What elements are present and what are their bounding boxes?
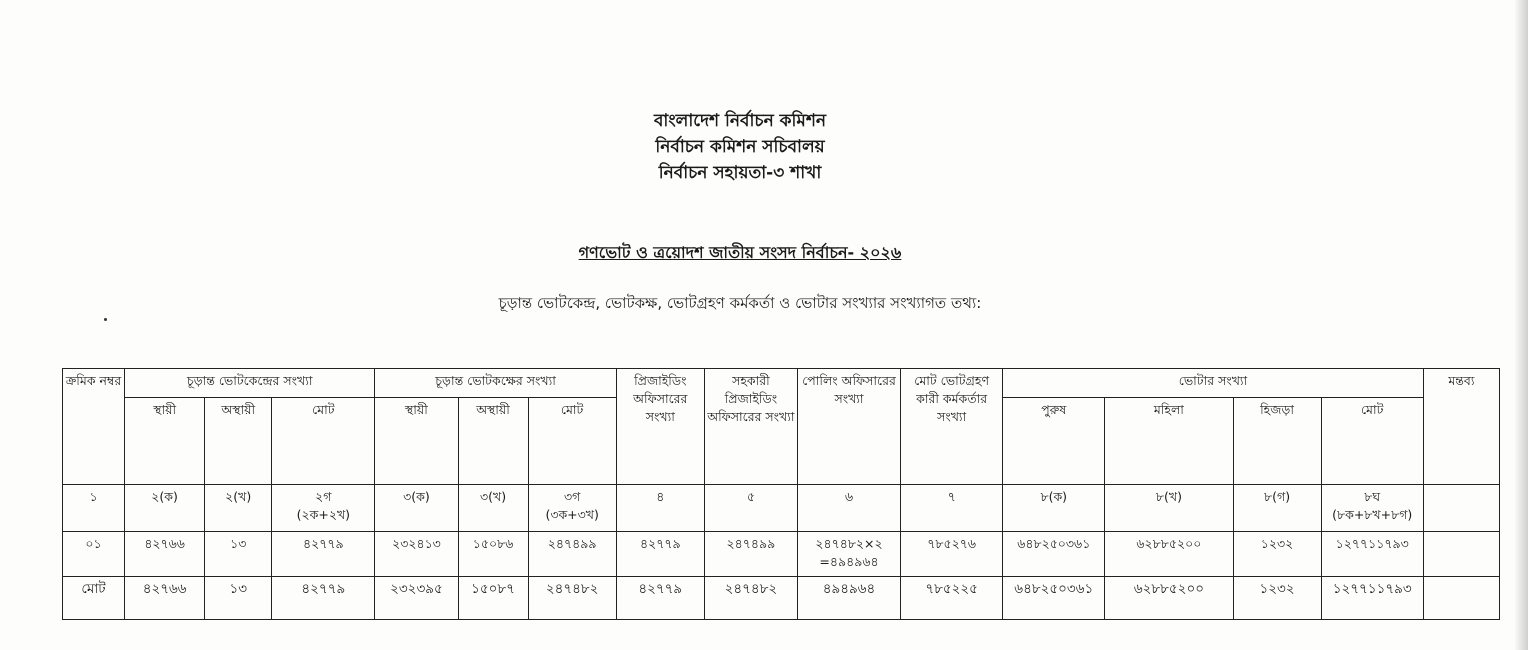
colnum-7-label: ৩গ	[563, 489, 581, 504]
branch-name: নির্বাচন সহায়তা-৩ শাখা	[658, 163, 822, 183]
header-booths-total: মোট	[528, 398, 616, 485]
document-header	[0, 108, 1480, 186]
header-serial: ক্রমিক নম্বর	[63, 369, 125, 485]
colnum-2: ২(ক)	[125, 485, 205, 532]
cell-voters-total: ১২৭৭১১৭৯৩	[1321, 532, 1423, 577]
header-centers-temporary: অস্থায়ী	[205, 398, 272, 485]
colnum-4-label: ২গ	[315, 489, 332, 504]
total-label: মোট	[63, 577, 125, 620]
colnum-12: ৮(ক)	[1003, 485, 1105, 532]
colnum-1: ১	[63, 485, 125, 532]
total-booths-temporary: ১৫০৮৭	[458, 577, 528, 620]
cell-polling	[797, 532, 900, 577]
total-booths-total: ২৪৭৪৮২	[528, 577, 616, 620]
colnum-4	[272, 485, 375, 532]
colnum-16	[1423, 485, 1499, 532]
cell-serial: ০১	[63, 532, 125, 577]
header-male: পুরুষ	[1003, 398, 1105, 485]
total-total-officers: ৭৮৫২২৫	[901, 577, 1003, 620]
header-asst-presiding: সহকারী প্রিজাইডিং অফিসারের সংখ্যা	[704, 369, 797, 485]
title-text: গণভোট ও ত্রয়োদশ জাতীয় সংসদ নির্বাচন- ২০২৬	[578, 243, 902, 262]
document-subtitle: চূড়ান্ত ভোটকেন্দ্র, ভোটকক্ষ, ভোটগ্রহণ কর্মকর্তা ও ভোটার সংখ্যার সংখ্যাগত তথ্য:	[498, 294, 982, 312]
total-centers-temporary: ১৩	[205, 577, 272, 620]
statistics-table	[62, 368, 1500, 620]
cell-polling-formula: ২৪৭৪৮২×২	[815, 536, 883, 551]
colnum-9: ৫	[704, 485, 797, 532]
colnum-5: ৩(ক)	[375, 485, 458, 532]
header-row-1	[63, 369, 1500, 398]
colnum-7	[528, 485, 616, 532]
header-polling: পোলিং অফিসারের সংখ্যা	[797, 369, 900, 485]
colnum-15	[1321, 485, 1423, 532]
cell-centers-temporary: ১৩	[205, 532, 272, 577]
header-centers-total: মোট	[272, 398, 375, 485]
total-booths-permanent: ২৩২৩৯৫	[375, 577, 458, 620]
cell-presiding: ৪২৭৭৯	[616, 532, 704, 577]
colnum-7-formula: (৩ক+৩খ)	[545, 507, 599, 522]
table-row	[63, 532, 1500, 577]
org-name: বাংলাদেশ নির্বাচন কমিশন	[653, 111, 827, 131]
colnum-13: ৮(খ)	[1105, 485, 1233, 532]
colnum-14: ৮(গ)	[1233, 485, 1321, 532]
cell-centers-permanent: ৪২৭৬৬	[125, 532, 205, 577]
header-booths: চূড়ান্ত ভোটকক্ষের সংখ্যা	[375, 369, 616, 398]
cell-asst-presiding: ২৪৭৪৯৯	[704, 532, 797, 577]
cell-remarks	[1423, 532, 1499, 577]
cell-male: ৬৪৮২৫০৩৬১	[1003, 532, 1105, 577]
page-edge-shadow	[1514, 0, 1528, 650]
colnum-3: ২(খ)	[205, 485, 272, 532]
header-total-officers: মোট ভোটগ্রহণ কারী কর্মকর্তার সংখ্যা	[901, 369, 1003, 485]
colnum-6: ৩(খ)	[458, 485, 528, 532]
total-hijra: ১২৩২	[1233, 577, 1321, 620]
total-row	[63, 577, 1500, 620]
column-number-row	[63, 485, 1500, 532]
colnum-15-label: ৮ঘ	[1364, 489, 1381, 504]
colnum-15-formula: (৮ক+৮খ+৮গ)	[1332, 507, 1413, 522]
header-booths-permanent: স্থায়ী	[375, 398, 458, 485]
cell-centers-total: ৪২৭৭৯	[272, 532, 375, 577]
cell-booths-total: ২৪৭৪৯৯	[528, 532, 616, 577]
cell-female: ৬২৮৮৫২০০	[1105, 532, 1233, 577]
header-centers: চূড়ান্ত ভোটকেন্দ্রের সংখ্যা	[125, 369, 375, 398]
colnum-11: ৭	[901, 485, 1003, 532]
total-asst-presiding: ২৪৭৪৮২	[704, 577, 797, 620]
header-voters: ভোটার সংখ্যা	[1003, 369, 1424, 398]
colnum-10: ৬	[797, 485, 900, 532]
colnum-8: ৪	[616, 485, 704, 532]
total-male: ৬৪৮২৫০৩৬১	[1003, 577, 1105, 620]
cell-total-officers: ৭৮৫২৭৬	[901, 532, 1003, 577]
header-voters-total: মোট	[1321, 398, 1423, 485]
total-voters-total: ১২৭৭১১৭৯৩	[1321, 577, 1423, 620]
cell-polling-result: =৪৯৪৯৬৪	[819, 554, 879, 569]
secretariat-name: নির্বাচন কমিশন সচিবালয়	[655, 137, 825, 157]
document-title	[0, 240, 1480, 267]
header-presiding: প্রিজাইডিং অফিসারের সংখ্যা	[616, 369, 704, 485]
total-centers-total: ৪২৭৭৯	[272, 577, 375, 620]
header-booths-temporary: অস্থায়ী	[458, 398, 528, 485]
total-remarks	[1423, 577, 1499, 620]
stray-dot	[104, 318, 107, 321]
total-centers-permanent: ৪২৭৬৬	[125, 577, 205, 620]
total-presiding: ৪২৭৭৯	[616, 577, 704, 620]
cell-hijra: ১২৩২	[1233, 532, 1321, 577]
header-hijra: হিজড়া	[1233, 398, 1321, 485]
header-centers-permanent: স্থায়ী	[125, 398, 205, 485]
header-female: মহিলা	[1105, 398, 1233, 485]
total-polling: ৪৯৪৯৬৪	[797, 577, 900, 620]
cell-booths-permanent: ২৩২৪১৩	[375, 532, 458, 577]
header-remarks: মন্তব্য	[1423, 369, 1499, 485]
cell-booths-temporary: ১৫০৮৬	[458, 532, 528, 577]
colnum-4-formula: (২ক+২খ)	[296, 507, 351, 522]
total-female: ৬২৮৮৫২০০	[1105, 577, 1233, 620]
